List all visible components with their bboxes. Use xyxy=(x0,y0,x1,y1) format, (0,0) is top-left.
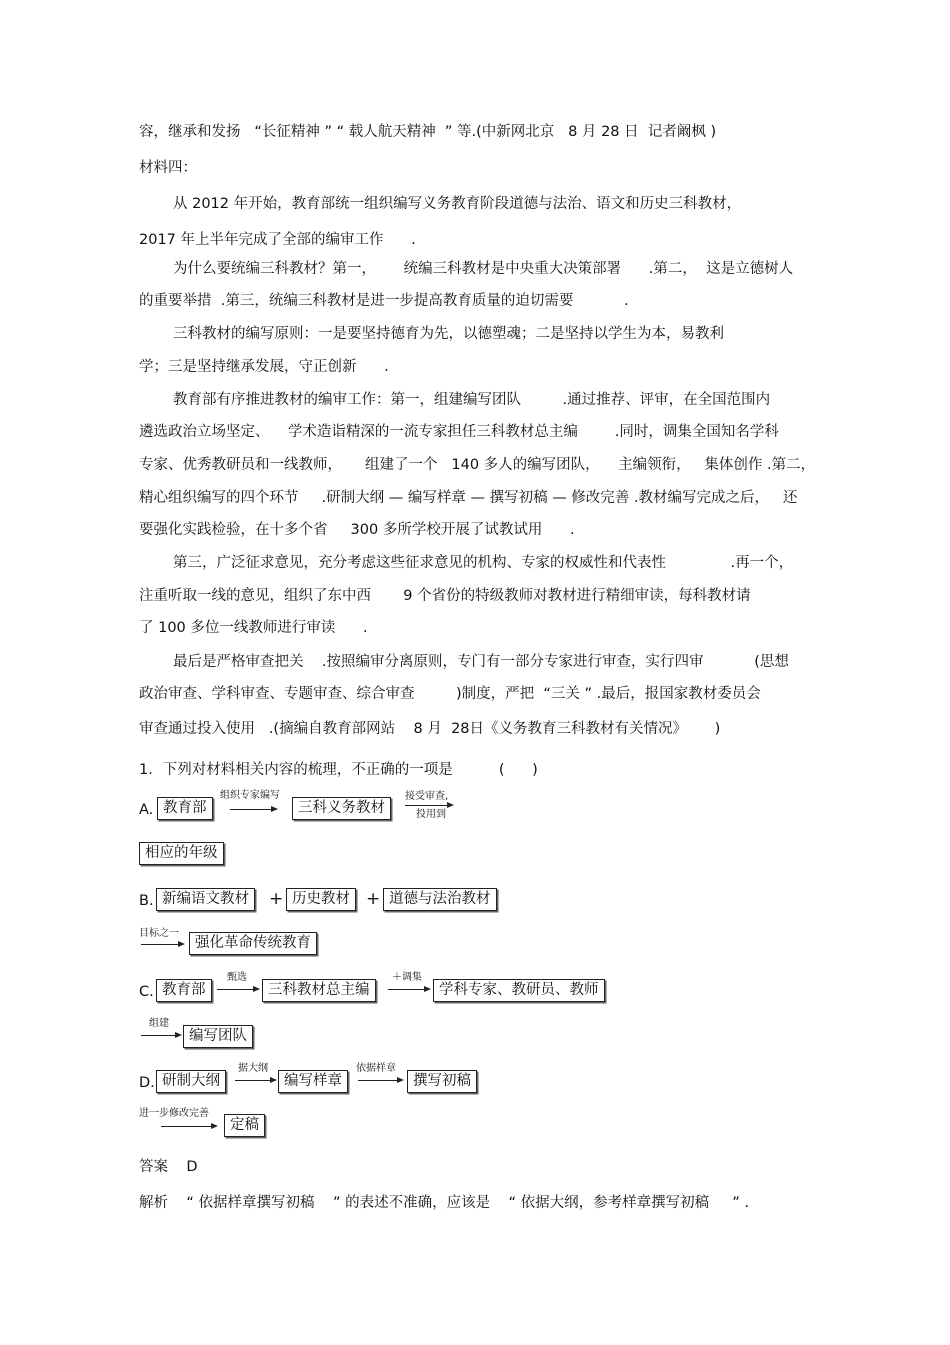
question-stem: 1．下列对材料相关内容的梳理，不正确的一项是 ( ) xyxy=(139,762,538,778)
arrow-head-icon xyxy=(211,1123,218,1129)
option-d-arrow-3-label: 进一步修改完善 xyxy=(139,1108,209,1119)
text-line: 教育部有序推进教材的编审工作：第一，组建编写团队 .通过推荐、评审，在全国范围内 xyxy=(173,392,771,408)
arrow-head-icon xyxy=(271,806,278,812)
option-a-arrow-1 xyxy=(220,790,280,816)
text-line: 了 100 多位一线教师进行审读 . xyxy=(139,620,368,636)
plus-icon: + xyxy=(366,889,381,909)
option-c-arrow-3 xyxy=(139,1018,185,1044)
arrow-head-icon xyxy=(175,1032,182,1038)
option-c-arrow-1-label: 甄选 xyxy=(227,972,247,983)
option-c-arrow-2-label: ＋调集 xyxy=(392,972,422,983)
arrow-shaft xyxy=(358,1080,397,1081)
option-d-arrow-1 xyxy=(233,1063,279,1089)
option-c-arrow-1 xyxy=(215,972,263,998)
arrow-head-icon xyxy=(397,1077,404,1083)
option-b-box-4: 强化革命传统教育 xyxy=(189,932,317,955)
arrow-shaft xyxy=(141,944,178,945)
option-a-arrow-1-label: 组织专家编写 xyxy=(220,790,280,801)
arrow-head-icon xyxy=(178,941,185,947)
option-b-box-3: 道德与法治教材 xyxy=(383,888,497,911)
arrow-shaft xyxy=(217,989,253,990)
text-line: 精心组织编写的四个环节 .研制大纲 — 编写样章 — 撰写初稿 — 修改完善 .教材编写完成之后， 还 xyxy=(139,490,798,506)
text-line: 第三，广泛征求意见，充分考虑这些征求意见的机构、专家的权威性和代表性 .再一个， xyxy=(173,555,794,571)
option-d-box-4: 定稿 xyxy=(224,1114,265,1137)
option-a-box-2: 三科义务教材 xyxy=(292,797,391,820)
option-d-arrow-3 xyxy=(139,1108,223,1134)
section-heading: 材料四： xyxy=(139,160,197,176)
option-d-label: D. xyxy=(139,1075,155,1091)
option-d-arrow-2-label: 依据样章 xyxy=(356,1063,396,1074)
option-a-box-3: 相应的年级 xyxy=(139,842,224,865)
option-c-box-3: 学科专家、教研员、教师 xyxy=(433,979,605,1002)
text-line: 学；三是坚持继承发展，守正创新 . xyxy=(139,359,389,375)
arrow-head-icon xyxy=(424,986,431,992)
arrow-shaft xyxy=(235,1080,270,1081)
analysis: 解析 “ 依据样章撰写初稿 ” 的表述不准确，应该是 “ 依据大纲，参考样章撰写初稿 ” . xyxy=(139,1195,749,1211)
text-line: 遴选政治立场坚定、 学术造诣精深的一流专家担任三科教材总主编 .同时，调集全国知名学科 xyxy=(139,424,779,440)
option-a-arrow-2 xyxy=(403,791,457,823)
text-line: 三科教材的编写原则：一是要坚持德育为先，以德塑魂；二是坚持以学生为本，易教利 xyxy=(173,326,724,342)
answer: 答案 D xyxy=(139,1159,198,1175)
text-line: 从 2012 年开始，教育部统一组织编写义务教育阶段道德与法治、语文和历史三科教材， xyxy=(173,196,742,212)
arrow-shaft xyxy=(161,1126,211,1127)
arrow-shaft xyxy=(388,989,424,990)
option-b-label: B. xyxy=(139,893,154,909)
text-line: 最后是严格审查把关 .按照编审分离原则，专门有一部分专家进行审查，实行四审 (思想 xyxy=(173,654,789,670)
option-c-arrow-2 xyxy=(386,972,434,998)
arrow-head-icon xyxy=(447,802,454,808)
text-line: 专家、优秀教研员和一线教师， 组建了一个 140 多人的编写团队， 主编领衔， 集体创作 .第二， xyxy=(139,457,816,473)
option-b-box-1: 新编语文教材 xyxy=(156,888,255,911)
text-line: 注重听取一线的意见，组织了东中西 9 个省份的特级教师对教材进行精细审读，每科教材请 xyxy=(139,588,751,604)
arrow-shaft xyxy=(141,1035,175,1036)
option-a-arrow-2-label-top: 接受审查, xyxy=(405,791,449,802)
text-line: 容，继承和发扬 “长征精神 ” “ 载人航天精神 ” 等.(中新网北京 8 月 28 日 记者阚枫 ) xyxy=(139,124,717,140)
text-line: 2017 年上半年完成了全部的编审工作 . xyxy=(139,232,416,248)
arrow-head-icon xyxy=(270,1077,277,1083)
text-line: 为什么要统编三科教材？第一， 统编三科教材是中央重大决策部署 .第二， 这是立德树人 xyxy=(173,261,794,277)
arrow-shaft xyxy=(230,809,271,810)
option-a-box-1: 教育部 xyxy=(157,797,213,820)
option-c-box-2: 三科教材总主编 xyxy=(262,979,376,1002)
option-a-arrow-2-label-bottom: 投用到 xyxy=(416,809,446,820)
option-c-arrow-3-label: 组建 xyxy=(149,1018,169,1029)
arrow-head-icon xyxy=(253,986,260,992)
option-b-box-2: 历史教材 xyxy=(286,888,356,911)
text-line: 政治审查、学科审查、专题审查、综合审查 )制度，严把 “三关 ” .最后，报国家教材委员会 xyxy=(139,686,761,702)
option-b-arrow-1 xyxy=(139,928,187,952)
option-d-arrow-1-label: 据大纲 xyxy=(238,1063,268,1074)
option-d-box-1: 研制大纲 xyxy=(156,1070,226,1093)
option-d-box-3: 撰写初稿 xyxy=(407,1070,477,1093)
option-c-box-1: 教育部 xyxy=(156,979,212,1002)
text-line: 要强化实践检验，在十多个省 300 多所学校开展了试教试用 . xyxy=(139,522,575,538)
option-c-box-4: 编写团队 xyxy=(183,1025,253,1048)
option-a-label: A. xyxy=(139,802,154,818)
option-d-box-2: 编写样章 xyxy=(278,1070,348,1093)
arrow-shaft xyxy=(405,805,447,806)
option-c-label: C. xyxy=(139,984,154,1000)
plus-icon: + xyxy=(269,889,284,909)
option-d-arrow-2 xyxy=(356,1063,406,1089)
text-line: 的重要举措 .第三，统编三科教材是进一步提高教育质量的迫切需要 . xyxy=(139,293,629,309)
option-b-arrow-1-label: 目标之一 xyxy=(139,928,179,939)
text-line: 审查通过投入使用 .(摘编自教育部网站 8 月 28日《义务教育三科教材有关情况》 ) xyxy=(139,721,721,737)
